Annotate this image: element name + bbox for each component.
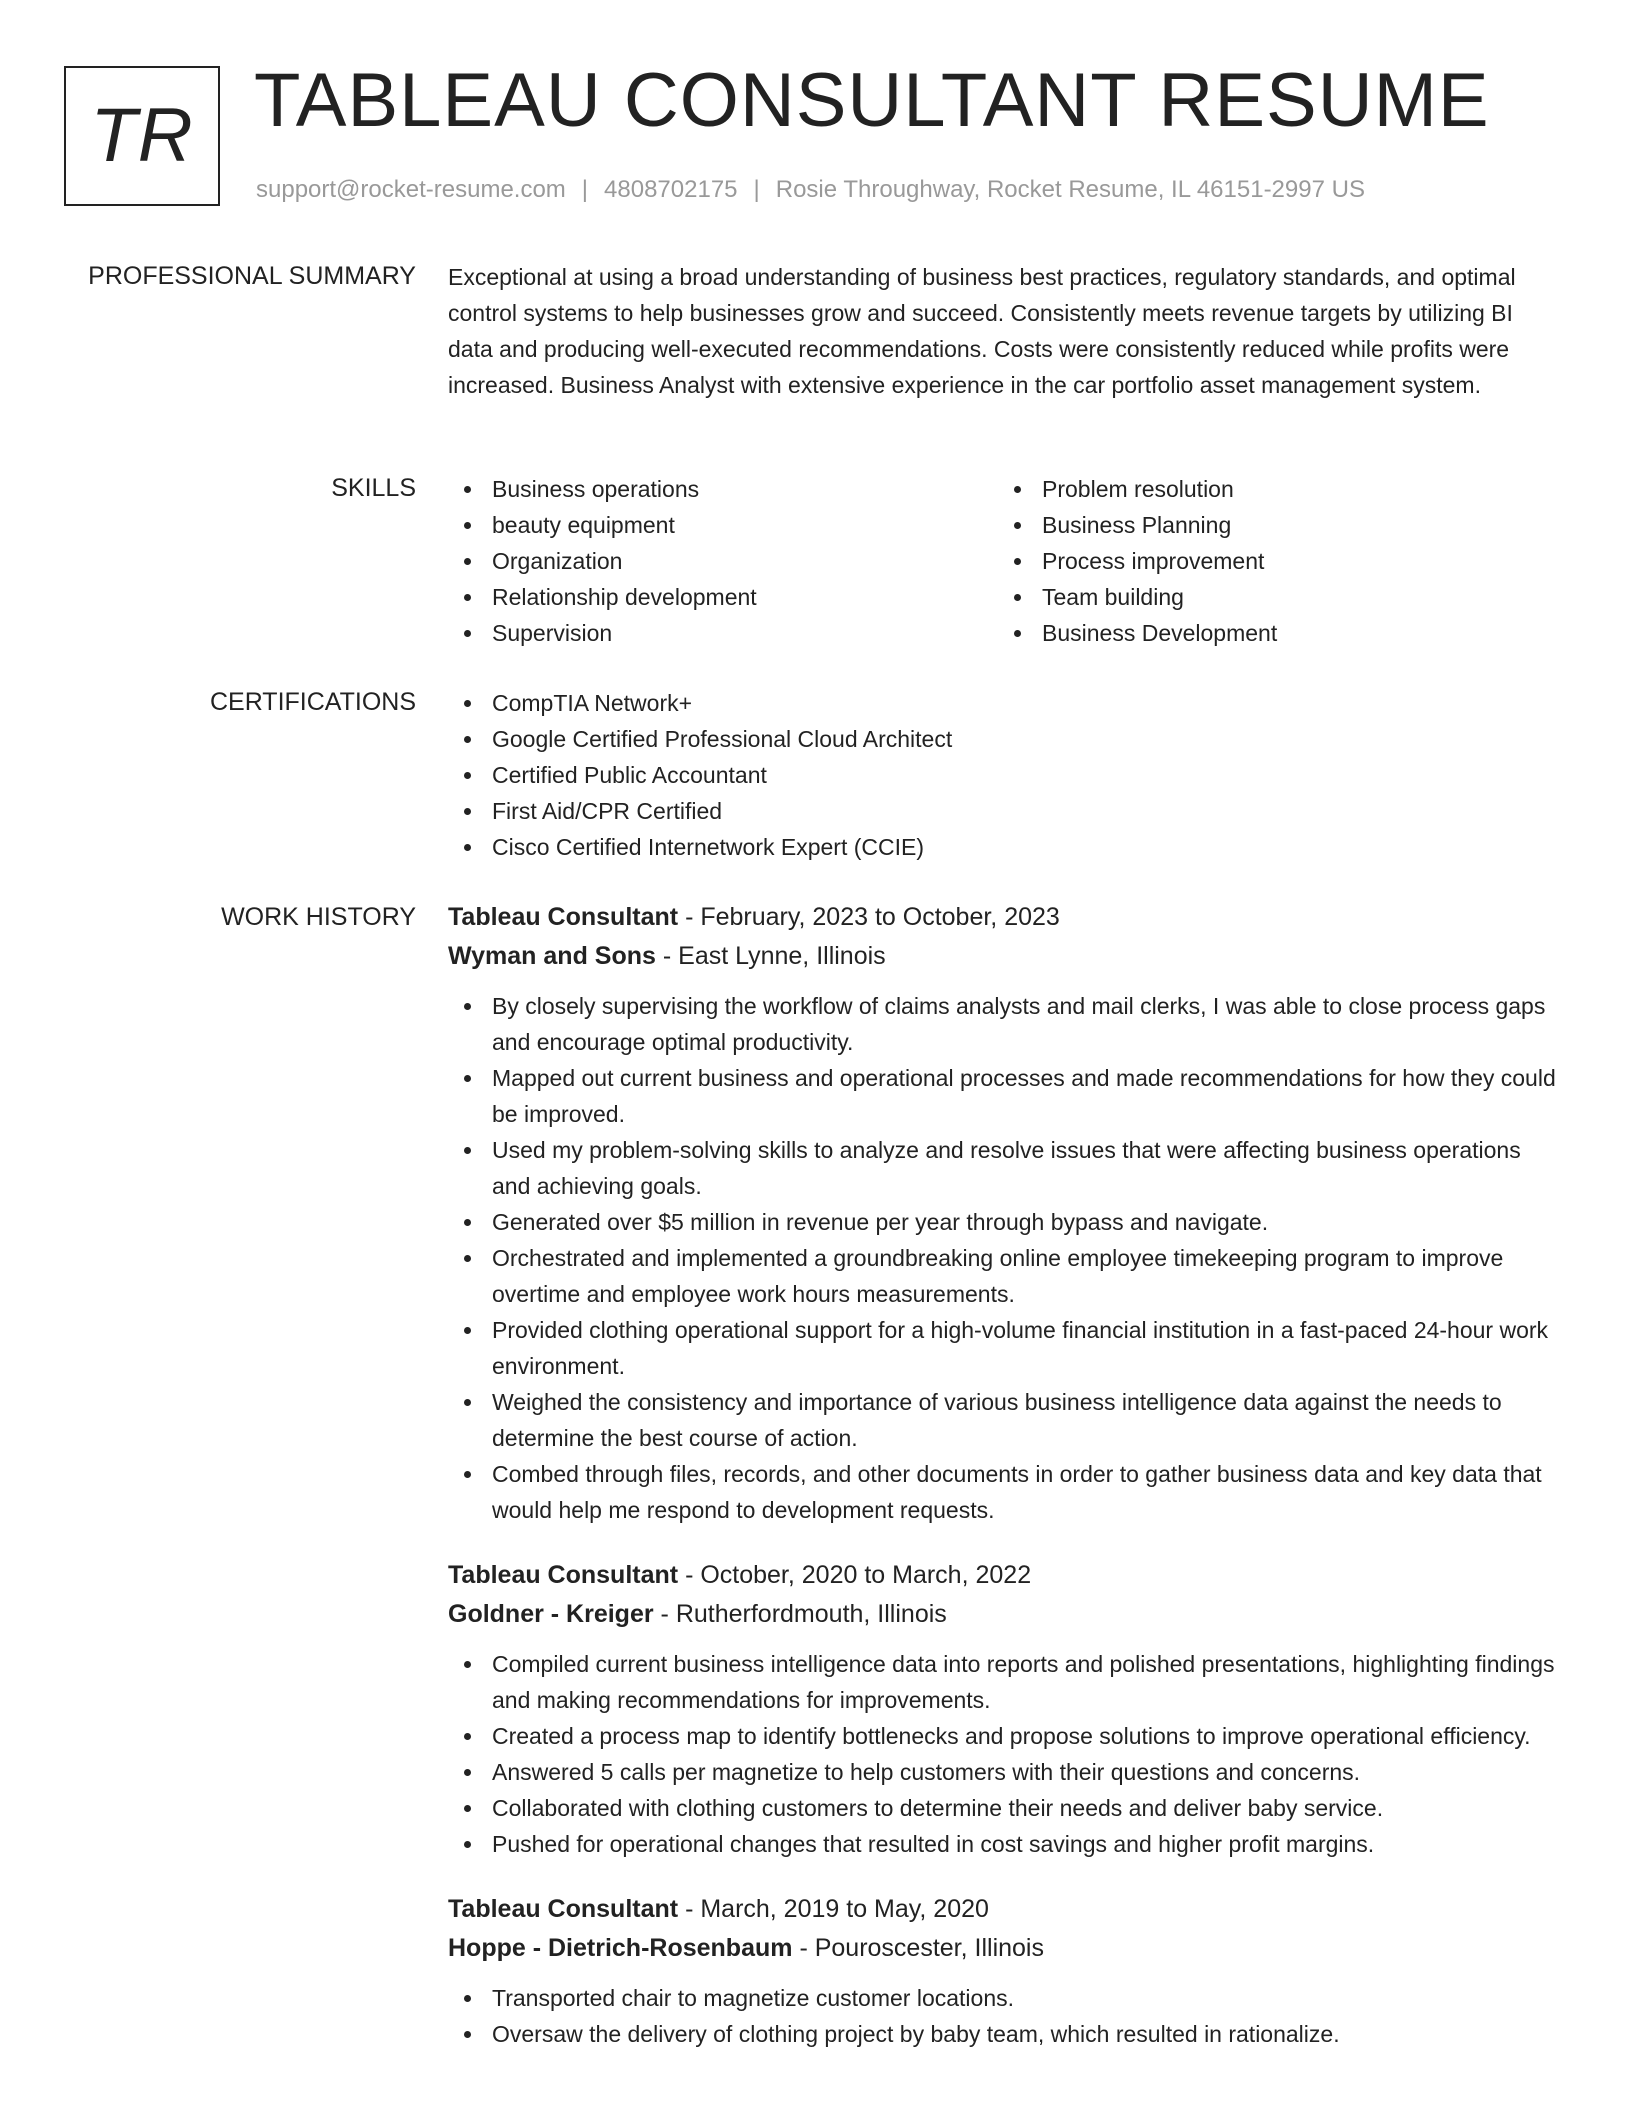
skill-item: Business Planning	[1042, 507, 1548, 543]
job-bullet: Mapped out current business and operational processes and made recommendations for how they could be improved.	[492, 1060, 1560, 1132]
job-bullet: Orchestrated and implemented a groundbreaking online employee timekeeping program to improve overtime and employee work hours measurements.	[492, 1240, 1560, 1312]
job-bullets	[448, 1980, 1560, 2052]
job-company-line	[448, 1929, 1560, 1968]
job-company: Goldner - Kreiger	[448, 1600, 654, 1628]
job-bullets	[448, 1646, 1560, 1862]
contact-separator: |	[581, 176, 589, 203]
contact-email: support@rocket-resume.com	[256, 176, 566, 203]
job-bullet: Generated over $5 million in revenue per year through bypass and navigate.	[492, 1204, 1560, 1240]
job-bullets	[448, 988, 1560, 1528]
monogram-box	[64, 66, 220, 206]
job-bullet: Created a process map to identify bottlenecks and propose solutions to improve operational efficiency.	[492, 1718, 1560, 1754]
skills-columns	[448, 471, 1560, 651]
certification-item: CompTIA Network+	[492, 685, 1560, 721]
job-entry	[448, 1890, 1560, 2052]
certifications-heading: CERTIFICATIONS	[209, 688, 416, 716]
job-company: Wyman and Sons	[448, 942, 656, 970]
job-bullet: Pushed for operational changes that resulted in cost savings and higher profit margins.	[492, 1826, 1560, 1862]
skills-list-right	[998, 471, 1548, 651]
skill-item: Business Development	[1042, 615, 1548, 651]
certification-item: Cisco Certified Internetwork Expert (CCIE)	[492, 829, 1560, 865]
certification-item: Google Certified Professional Cloud Architect	[492, 721, 1560, 757]
job-entry	[448, 1556, 1560, 1862]
skill-item: Organization	[492, 543, 998, 579]
job-bullet: Used my problem-solving skills to analyze and resolve issues that were affecting business operations and achieving goals.	[492, 1132, 1560, 1204]
job-bullet: Compiled current business intelligence data into reports and polished presentations, highlighting findings and making recommendations for improvements.	[492, 1646, 1560, 1718]
contact-line	[256, 174, 1365, 206]
skill-item: Relationship development	[492, 579, 998, 615]
job-location: - East Lynne, Illinois	[662, 942, 886, 970]
skill-item: Supervision	[492, 615, 998, 651]
skills-list-left	[448, 471, 998, 651]
skill-item: Business operations	[492, 471, 998, 507]
job-location: - Pouroscester, Illinois	[799, 1934, 1044, 1962]
job-title: Tableau Consultant	[448, 903, 679, 931]
skill-item: Problem resolution	[1042, 471, 1548, 507]
work-history-section	[448, 898, 1560, 2080]
contact-address: Rosie Throughway, Rocket Resume, IL 46151-2997 US	[775, 176, 1365, 203]
skills-column-right	[998, 471, 1548, 651]
certification-item: First Aid/CPR Certified	[492, 793, 1560, 829]
contact-phone: 4808702175	[604, 176, 738, 203]
certification-item: Certified Public Accountant	[492, 757, 1560, 793]
job-bullet: By closely supervising the workflow of claims analysts and mail clerks, I was able to close process gaps and encourage optimal productivity.	[492, 988, 1560, 1060]
skill-item: beauty equipment	[492, 507, 998, 543]
job-bullet: Collaborated with clothing customers to determine their needs and deliver baby service.	[492, 1790, 1560, 1826]
monogram-initials: TR	[90, 93, 194, 178]
job-bullet: Answered 5 calls per magnetize to help customers with their questions and concerns.	[492, 1754, 1560, 1790]
job-bullet: Oversaw the delivery of clothing project by baby team, which resulted in rationalize.	[492, 2016, 1560, 2052]
summary-text: Exceptional at using a broad understanding of business best practices, regulatory standards, and optimal control systems to help businesses grow and succeed. Consistently meets revenue targets by utilizing BI data and producing well-executed recommendations. Costs were consistently reduced while profits were increased. Business Analyst with extensive experience in the car portfolio asset management system.	[448, 264, 1516, 398]
contact-separator: |	[753, 176, 760, 203]
job-bullet: Transported chair to magnetize customer locations.	[492, 1980, 1560, 2016]
job-company-line	[448, 937, 1560, 976]
certifications-list	[448, 685, 1560, 865]
summary-heading: PROFESSIONAL SUMMARY	[88, 262, 416, 290]
job-bullet: Weighed the consistency and importance of various business intelligence data against the needs to determine the best course of action.	[492, 1384, 1560, 1456]
job-bullet: Provided clothing operational support for a high-volume financial institution in a fast-paced 24-hour work environment.	[492, 1312, 1560, 1384]
job-title-line	[448, 1556, 1560, 1595]
job-location: - Rutherfordmouth, Illinois	[660, 1600, 947, 1628]
job-title-line	[448, 898, 1560, 937]
job-dates: - March, 2019 to May, 2020	[685, 1895, 989, 1923]
page-title: TABLEAU CONSULTANT RESUME	[254, 58, 1490, 143]
work-history-heading: WORK HISTORY	[221, 903, 416, 931]
job-title-line	[448, 1890, 1560, 1929]
job-dates: - October, 2020 to March, 2022	[685, 1561, 1032, 1589]
skills-heading: SKILLS	[331, 474, 416, 502]
job-entry	[448, 898, 1560, 1528]
job-dates: - February, 2023 to October, 2023	[685, 903, 1060, 931]
skill-item: Process improvement	[1042, 543, 1548, 579]
skill-item: Team building	[1042, 579, 1548, 615]
job-company-line	[448, 1595, 1560, 1634]
job-company: Hoppe - Dietrich-Rosenbaum	[448, 1934, 793, 1962]
certifications-section	[448, 685, 1560, 865]
skills-column-left	[448, 471, 998, 651]
job-bullet: Combed through files, records, and other documents in order to gather business data and key data that would help me respond to development requests.	[492, 1456, 1560, 1528]
job-title: Tableau Consultant	[448, 1895, 679, 1923]
skills-section	[448, 471, 1560, 651]
job-title: Tableau Consultant	[448, 1561, 679, 1589]
summary-section	[448, 259, 1560, 403]
